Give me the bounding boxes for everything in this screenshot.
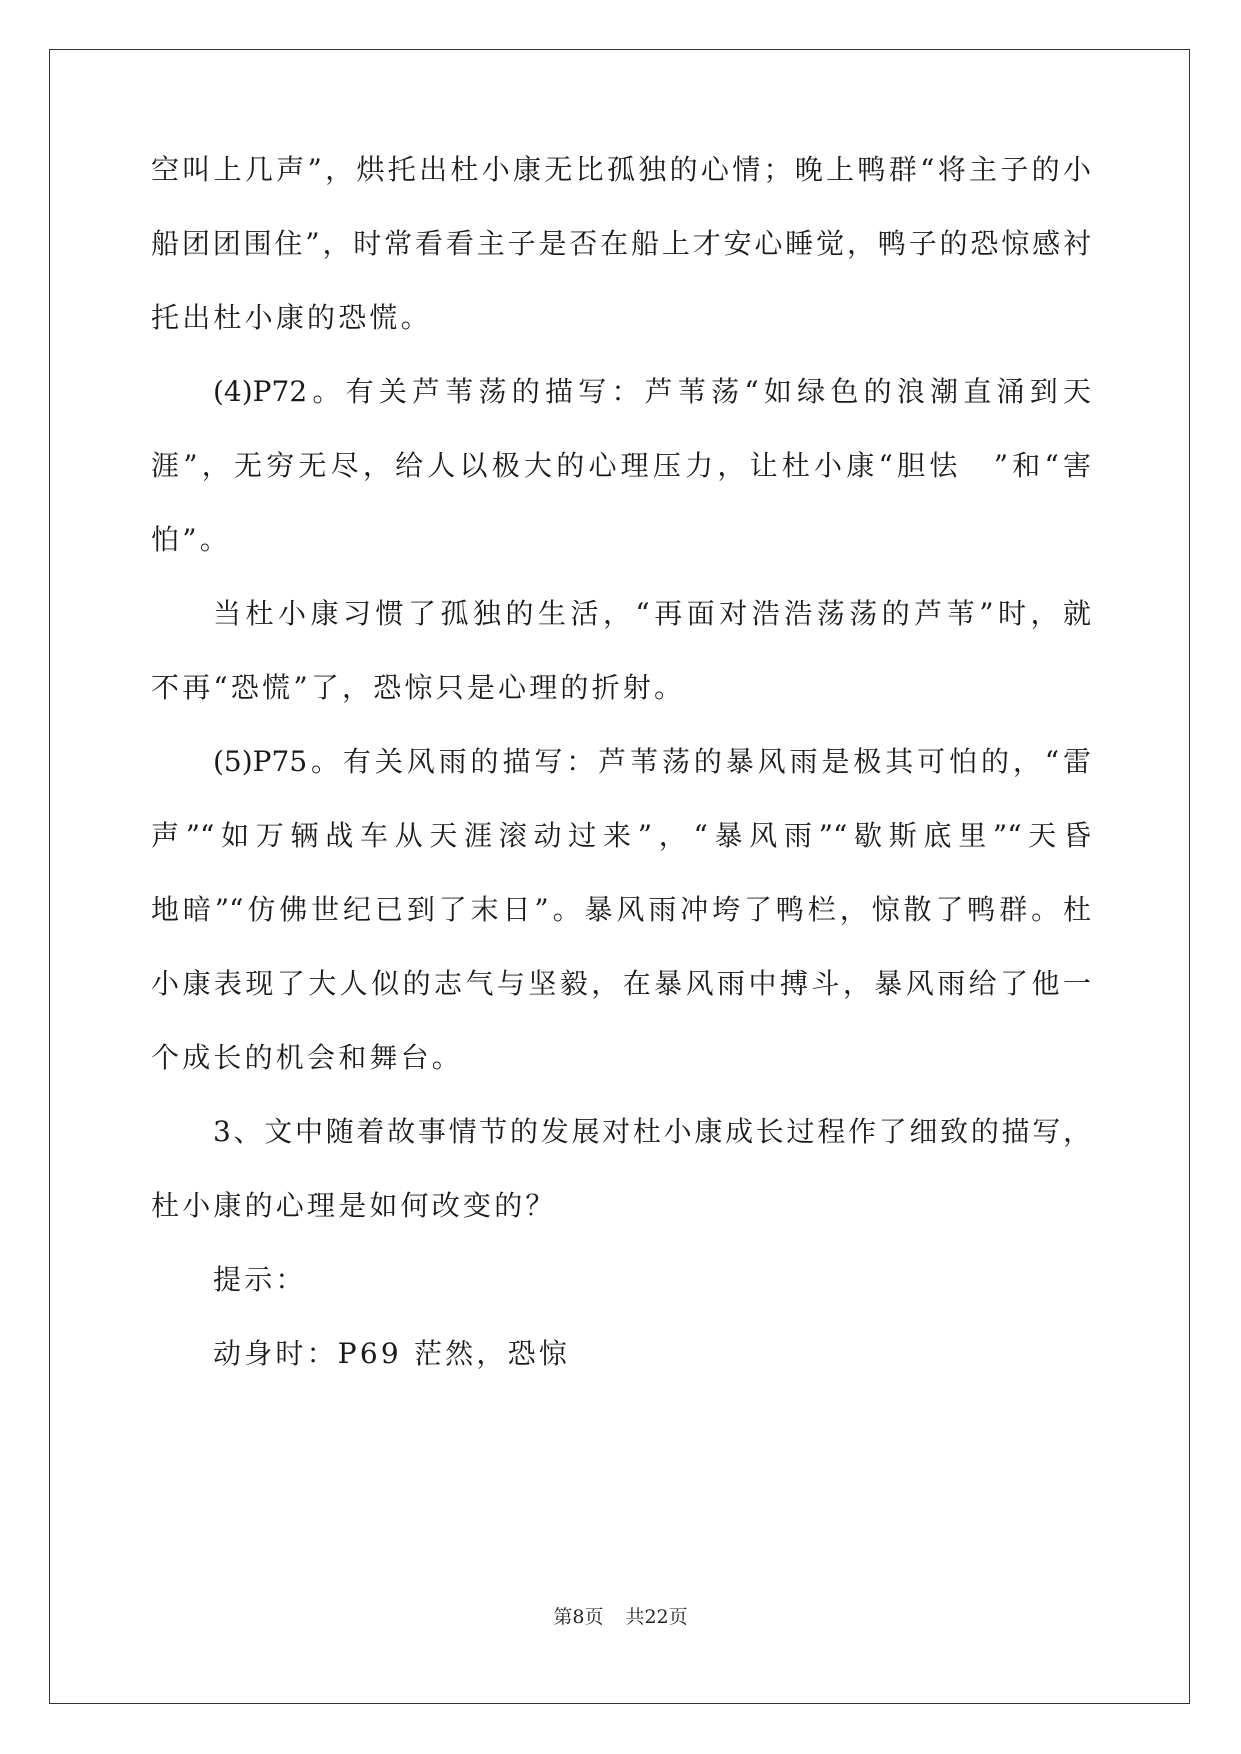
- text-line: 声”“如万辆战车从天涯滚动过来”，“暴风雨”“歇斯底里”“天昏: [151, 819, 1091, 852]
- text-line: 不再“恐慌”了，恐惊只是心理的折射。: [151, 671, 686, 704]
- text-line: 船团团围住”，时常看看主子是否在船上才安心睡觉，鸭子的恐惊感衬: [151, 227, 1091, 260]
- text-line: 地暗”“仿佛世纪已到了末日”。暴风雨冲垮了鸭栏，惊散了鸭群。杜: [151, 893, 1091, 926]
- page-footer: [0, 1605, 1241, 1629]
- text-line: 怕”。: [151, 523, 231, 556]
- page-total: 共22页: [625, 1606, 688, 1628]
- page-number: 第8页: [553, 1606, 604, 1628]
- paragraph-start-line: 当杜小康习惯了孤独的生活，“再面对浩浩荡荡的芦苇”时，就: [213, 597, 1091, 630]
- text-line: 涯”，无穷无尽，给人以极大的心理压力，让杜小康“胆怯 ”和“害: [151, 449, 1091, 482]
- paragraph-start-line: 3、文中随着故事情节的发展对杜小康成长过程作了细致的描写，: [213, 1115, 1091, 1148]
- text-line: 杜小康的心理是如何改变的？: [151, 1189, 557, 1222]
- paragraph-start-line: 提示：: [213, 1263, 307, 1296]
- paragraph-start-line: (4)P72。有关芦苇荡的描写：芦苇荡“如绿色的浪潮直涌到天: [213, 375, 1091, 408]
- paragraph-start-line: (5)P75。有关风雨的描写：芦苇荡的暴风雨是极其可怕的，“雷: [213, 745, 1091, 778]
- text-line: 小康表现了大人似的志气与坚毅，在暴风雨中搏斗，暴风雨给了他一: [151, 967, 1091, 1000]
- text-line: 托出杜小康的恐慌。: [151, 301, 432, 334]
- text-line: 空叫上几声”，烘托出杜小康无比孤独的心情；晚上鸭群“将主子的小: [151, 153, 1091, 186]
- text-line: 个成长的机会和舞台。: [151, 1041, 464, 1074]
- paragraph-start-line: 动身时：P69 茫然，恐惊: [213, 1337, 570, 1370]
